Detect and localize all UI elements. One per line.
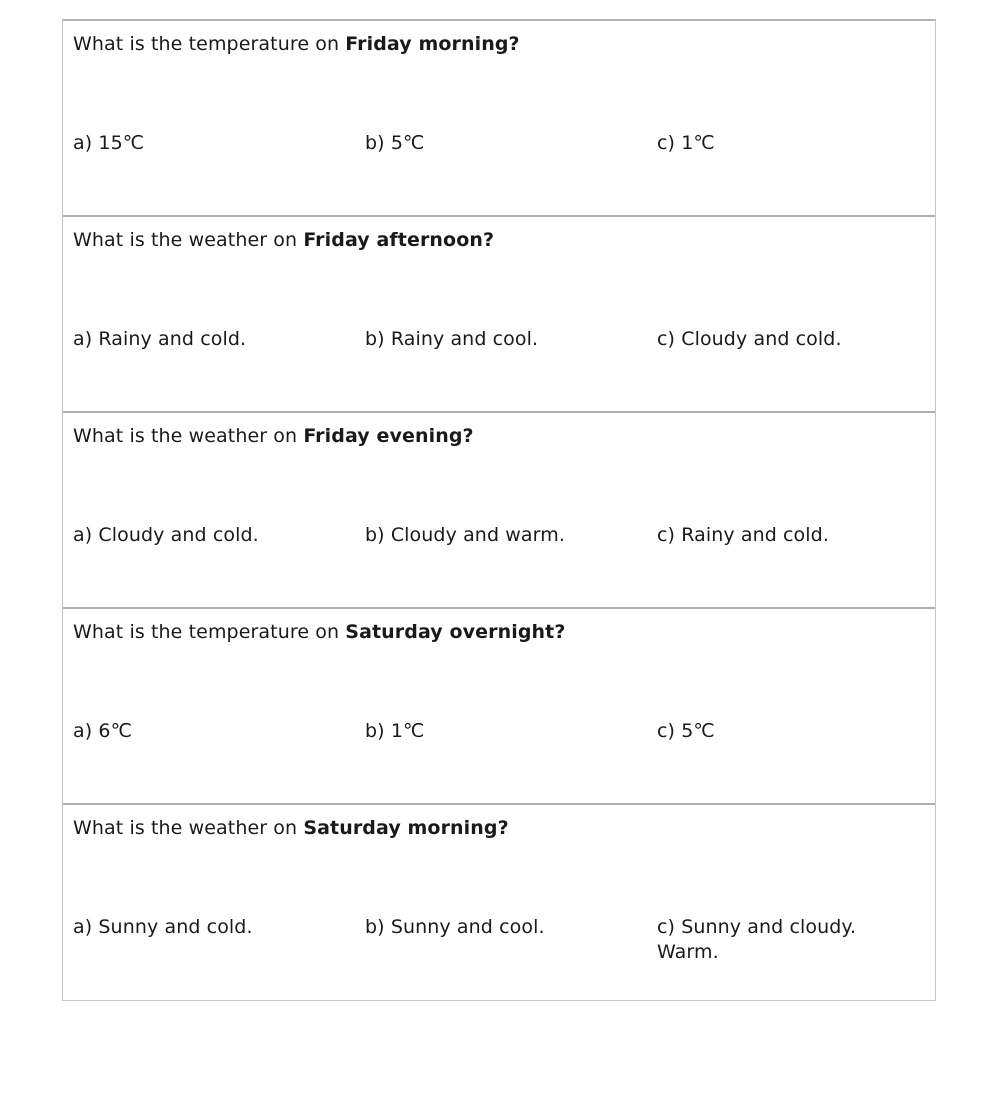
option-a[interactable]: a) Cloudy and cold. bbox=[73, 524, 259, 546]
question-prefix: What is the temperature on bbox=[73, 621, 346, 643]
question-text bbox=[73, 425, 474, 447]
question-block-2 bbox=[63, 217, 935, 413]
option-a[interactable]: a) Sunny and cold. bbox=[73, 916, 253, 938]
option-b[interactable]: b) Rainy and cool. bbox=[365, 328, 539, 350]
question-emphasis: Friday morning? bbox=[345, 33, 520, 55]
question-prefix: What is the weather on bbox=[73, 817, 304, 839]
question-prefix: What is the weather on bbox=[73, 229, 304, 251]
quiz-table bbox=[62, 19, 936, 1001]
question-text bbox=[73, 229, 494, 251]
option-c[interactable]: c) 1℃ bbox=[657, 132, 715, 154]
question-text bbox=[73, 817, 509, 839]
option-c[interactable]: c) Rainy and cold. bbox=[657, 524, 829, 546]
question-emphasis: Saturday morning? bbox=[303, 817, 509, 839]
option-a[interactable]: a) 6℃ bbox=[73, 720, 133, 742]
option-b[interactable]: b) 1℃ bbox=[365, 720, 425, 742]
question-emphasis: Saturday overnight? bbox=[345, 621, 566, 643]
option-c[interactable]: c) 5℃ bbox=[657, 720, 715, 742]
question-block-4 bbox=[63, 609, 935, 805]
option-a[interactable]: a) Rainy and cold. bbox=[73, 328, 247, 350]
question-prefix: What is the weather on bbox=[73, 425, 304, 447]
option-b[interactable]: b) Sunny and cool. bbox=[365, 916, 545, 938]
question-block-1 bbox=[63, 21, 935, 217]
question-prefix: What is the temperature on bbox=[73, 33, 346, 55]
question-text bbox=[73, 621, 565, 643]
option-b[interactable]: b) 5℃ bbox=[365, 132, 425, 154]
question-block-3 bbox=[63, 413, 935, 609]
option-b[interactable]: b) Cloudy and warm. bbox=[365, 524, 565, 546]
option-a[interactable]: a) 15℃ bbox=[73, 132, 145, 154]
question-block-5 bbox=[63, 805, 935, 1000]
option-c[interactable]: c) Cloudy and cold. bbox=[657, 328, 842, 350]
question-emphasis: Friday evening? bbox=[303, 425, 474, 447]
question-emphasis: Friday afternoon? bbox=[303, 229, 495, 251]
option-c[interactable]: c) Sunny and cloudy. Warm. bbox=[657, 916, 857, 963]
question-text bbox=[73, 33, 520, 55]
